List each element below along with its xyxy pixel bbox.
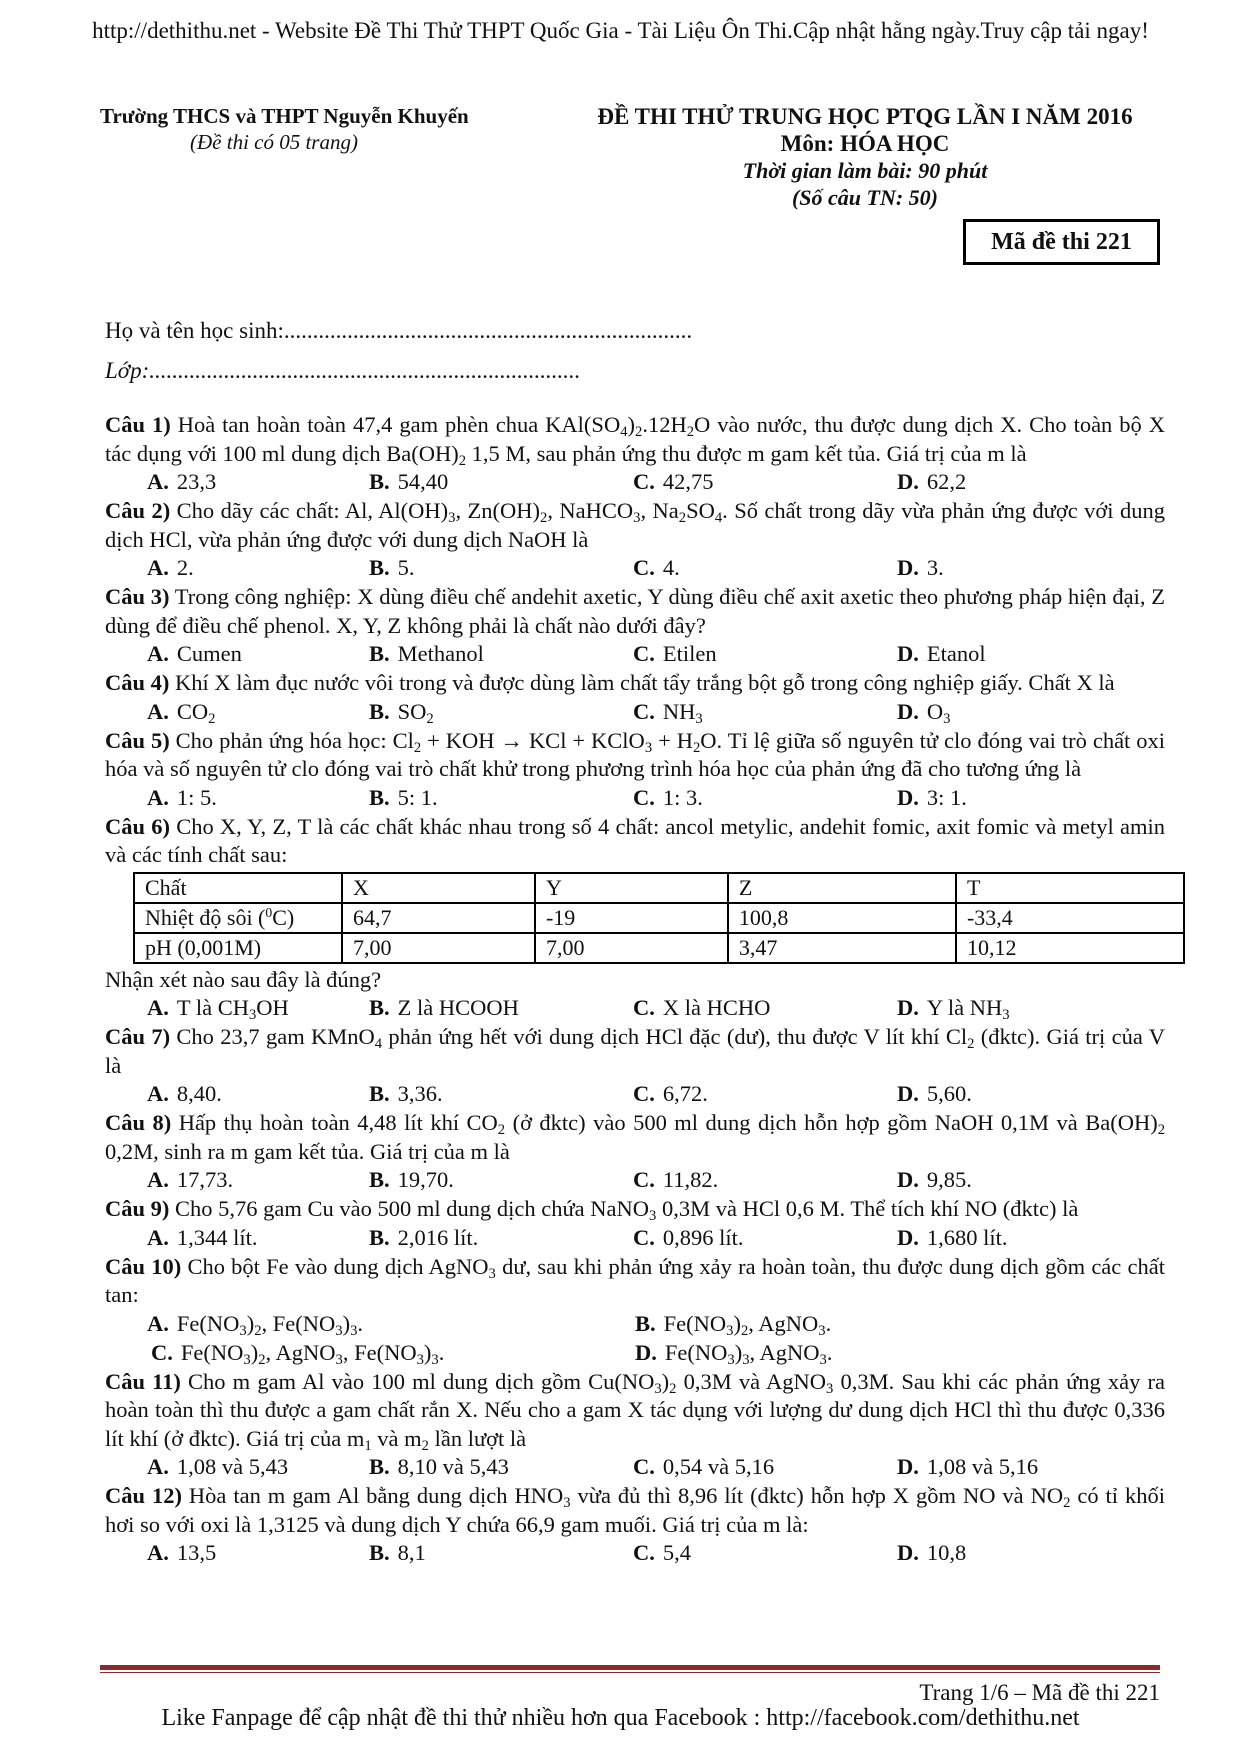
option-a[interactable]: A. T là $CH_3OH$ [147,995,289,1023]
option-a[interactable]: A. Cumen [147,641,242,666]
option-a[interactable]: A. 8,40. [147,1081,222,1106]
footer-rule [100,1665,1160,1670]
question-1: Câu 1) Hoà tan hoàn toàn 47,4 gam phèn chua $KAl(SO_4)_2.12H_2O$ vào nước, thu được dung dịch X. Cho toàn bộ X tác dụng với 100 ml dung dịch $Ba(OH)_2$ 1,5 M, sau phản ứng thu được m gam kết tủa. Giá trị của m là [105,412,1165,469]
table-cell: -33,4 [956,903,1184,933]
question-8: Câu 8) Hấp thụ hoàn toàn 4,48 lít khí $CO_2$ (ở đktc) vào 500 ml dung dịch hỗn hợp gồm NaOH 0,1M và $Ba(OH)_2$ 0,2M, sinh ra m gam kết tủa. Giá trị của m là [105,1110,1165,1164]
option-d[interactable]: D. 1,08 và 5,16 [897,1454,1039,1479]
table-cell: 10,12 [956,933,1184,963]
answer-options [105,994,1165,1023]
footer-rule-thin [100,1672,1160,1673]
option-a[interactable]: A. 2. [147,555,194,580]
option-d[interactable]: D. 9,85. [897,1167,972,1192]
option-a[interactable]: A. 1,08 và 5,43 [147,1454,289,1479]
option-d[interactable]: D. 62,2 [897,469,967,494]
question-6: Câu 6) Cho X, Y, Z, T là các chất khác nhau trong số 4 chất: ancol metylic, andehit fomic, axit fomic và metyl amin và các tính chất sau: [105,813,1165,867]
table-cell: 7,00 [535,933,728,963]
option-d[interactable]: D. $O_3$ [897,698,951,727]
table-row [134,873,1184,903]
option-c[interactable]: C. X là HCHO [633,995,771,1020]
question-9: Câu 9) Cho 5,76 gam Cu vào 500 ml dung dịch chứa NaNO$_3$ 0,3M và HCl 0,6 M. Thể tích khí NO (đktc) là [105,1196,1079,1224]
table-cell: T [956,873,1184,903]
option-a[interactable]: A. 1,344 lít. [147,1224,258,1250]
option-b[interactable]: B. 3,36. [369,1081,443,1106]
option-d[interactable]: D. 3: 1. [897,784,967,810]
option-b[interactable]: B. 8,1 [369,1540,426,1565]
question-2: Câu 2) Cho dãy các chất: Al, $Al(OH)_3$, $Zn(OH)_2$, NaHCO$_3$, $Na_2SO_4$. Số chất trong dãy vừa phản ứng được với dung dịch HCl, vừa phản ứng được với dung dịch NaOH là [105,498,1165,552]
answer-options [105,698,1165,727]
option-c[interactable]: C. 1: 3. [633,784,703,810]
table-cell: Nhiệt độ sôi ($^0$C) [134,903,342,933]
table-cell: Chất [134,873,342,903]
option-d[interactable]: D. 5,60. [897,1081,972,1106]
table-row [134,903,1184,933]
question-5: Câu 5) Cho phản ứng hóa học: $Cl_2$ + KOH → KCl + KClO$_3$ + $H_2O$. Tỉ lệ giữa số nguyên tử clo đóng vai trò chất oxi hóa và số nguyên tử clo đóng vai trò chất khử trong phương trình hóa học của phản ứng đã cho tương ứng là [105,727,1166,781]
question-10: Câu 10) Cho bột Fe vào dung dịch AgNO$_3$ dư, sau khi phản ứng xảy ra hoàn toàn, thu được dung dịch gồm các chất tan: [105,1253,1165,1307]
answer-options [105,1539,1165,1568]
option-d[interactable]: D. Y là $NH_3$ [897,995,1010,1023]
answer-options [105,468,1165,497]
table-cell: 64,7 [342,903,535,933]
option-b[interactable]: B. 19,70. [369,1167,454,1192]
answer-options [105,640,1165,669]
table-cell: 100,8 [728,903,956,933]
option-c[interactable]: C. 4. [633,555,680,580]
option-b[interactable]: B. 54,40 [369,469,449,494]
table-row [134,933,1184,963]
option-a[interactable]: A. 17,73. [147,1167,234,1192]
answer-options [105,1453,1165,1482]
school-name: Trường THCS và THPT Nguyễn Khuyến [100,104,469,128]
footer-link[interactable]: Like Fanpage để cập nhật đề thi thử nhiều hơn qua Facebook : http://facebook.com/dethithu.net [161,1705,1080,1731]
option-c[interactable]: C. $NH_3$ [633,698,703,727]
questions-content [105,411,1165,1568]
answer-options [105,1310,1165,1368]
table-cell: 7,00 [342,933,535,963]
option-a[interactable]: A. $CO_2$ [147,698,216,727]
option-b[interactable]: B. Z là HCOOH [369,995,519,1020]
option-c[interactable]: C. 0,54 và 5,16 [633,1454,775,1479]
table-cell: -19 [535,903,728,933]
option-c[interactable]: C. 11,82. [633,1167,719,1192]
option-a[interactable]: A. 23,3 [147,469,217,494]
option-a[interactable]: A. 1: 5. [147,784,217,810]
exam-time: Thời gian làm bài: 90 phút [742,158,988,183]
option-b[interactable]: B. $Fe(NO_3)_2$, AgNO$_3$. [635,1310,832,1339]
table-cell: pH (0,001M) [134,933,342,963]
student-name-field: Họ và tên học sinh:....................................................................... [105,318,693,343]
option-b[interactable]: B. 5. [369,555,415,580]
option-c[interactable]: C. 5,4 [633,1540,691,1565]
question-3: Câu 3) Trong công nghiệp: X dùng điều chế andehit axetic, Y dùng điều chế axit axetic theo phương pháp hiện đại, Z dùng để điều chế phenol. X, Y, Z không phải là chất nào dưới đây? [105,584,1165,638]
option-b[interactable]: B. 8,10 và 5,43 [369,1454,509,1479]
option-b[interactable]: B. Methanol [369,641,484,666]
option-b[interactable]: B. $SO_2$ [369,698,434,727]
table-cell: 3,47 [728,933,956,963]
table-cell: Y [535,873,728,903]
answer-options [105,1166,1165,1195]
properties-table [133,872,1185,964]
option-d[interactable]: D. 10,8 [897,1540,967,1565]
option-c[interactable]: C. 42,75 [633,469,714,494]
answer-options [105,554,1165,583]
option-c[interactable]: C. Etilen [633,641,717,666]
option-d[interactable]: D. $Fe(NO_3)_3$, AgNO$_3$. [635,1339,833,1368]
question-7: Câu 7) Cho 23,7 gam KMnO$_4$ phản ứng hết với dung dịch HCl đặc (dư), thu được V lít khí $Cl_2$ (đktc). Giá trị của V là [105,1024,1165,1078]
answer-options [105,1080,1165,1109]
option-c[interactable]: C. $Fe(NO_3)_2$, AgNO$_3$, $Fe(NO_3)_3$. [151,1339,445,1368]
question-label: Câu 1) [105,412,171,437]
option-c[interactable]: C. 0,896 lít. [633,1224,744,1250]
question-4: Câu 4) Khí X làm đục nước vôi trong và được dùng làm chất tẩy trắng bột gỗ trong công nghiệp giấy. Chất X là [105,670,1115,695]
exam-title: ĐỀ THI THỬ TRUNG HỌC PTQG LẦN I NĂM 2016 [597,104,1133,129]
option-c[interactable]: C. 6,72. [633,1081,708,1106]
option-b[interactable]: B. 5: 1. [369,784,438,810]
question-count: (Số câu TN: 50) [791,185,939,210]
answer-options [105,784,1165,813]
option-d[interactable]: D. 1,680 lít. [897,1224,1008,1250]
table-cell: Z [728,873,956,903]
page-number: Trang 1/6 – Mã đề thi 221 [919,1680,1160,1705]
option-a[interactable]: A. $Fe(NO_3)_2$, $Fe(NO_3)_3$. [147,1310,363,1339]
table-cell: X [342,873,535,903]
answer-options [105,1224,1165,1253]
website-banner: http://dethithu.net - Website Đề Thi Thử THPT Quốc Gia - Tài Liệu Ôn Thi.Cập nhật hằng ngày.Truy cập tải ngay! [92,18,1149,43]
option-d[interactable]: D. Etanol [897,641,986,666]
option-d[interactable]: D. 3. [897,555,944,580]
question-11: Câu 11) Cho m gam Al vào 100 ml dung dịch gồm $Cu(NO_3)_2$ 0,3M và AgNO$_3$ 0,3M. Sau khi các phản ứng xảy ra hoàn toàn thì thu được a gam chất rắn X. Nếu cho a gam X tác dụng với lượng dư dung dịch HCl thì thu được 0,336 lít khí (ở đktc). Giá trị của $m_1$ và $m_2$ lần lượt là [105,1368,1166,1454]
option-a[interactable]: A. 13,5 [147,1540,217,1565]
exam-code-box: Mã đề thi 221 [963,219,1160,265]
exam-subject: Môn: HÓA HỌC [780,131,950,156]
class-field: Lớp:........................................................................... [105,358,581,383]
question-12: Câu 12) Hòa tan m gam Al bằng dung dịch $HNO_3$ vừa đủ thì 8,96 lít (đktc) hỗn hợp X gồm NO và $NO_2$ có tỉ khối hơi so với oxi là 1,3125 và dung dịch Y chứa 66,9 gam muối. Giá trị của m là: [105,1483,1166,1537]
option-b[interactable]: B. 2,016 lít. [369,1224,479,1250]
question-6-prompt: Nhận xét nào sau đây là đúng? [105,966,382,992]
pages-note: (Đề thi có 05 trang) [190,130,358,154]
